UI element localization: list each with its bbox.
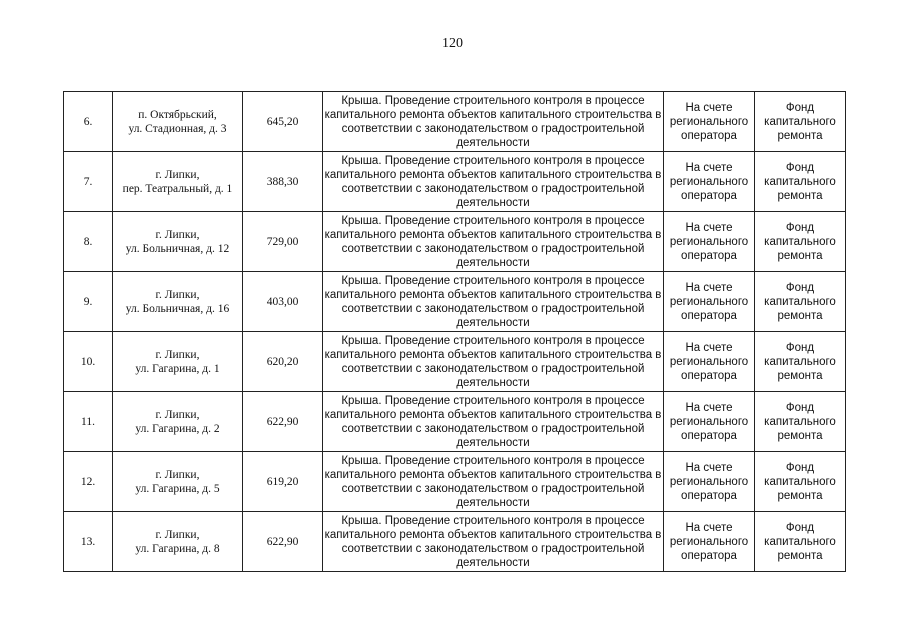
address-street: ул. Гагарина, д. 1 xyxy=(135,362,220,375)
address-cell xyxy=(113,512,243,572)
table-row xyxy=(64,152,846,212)
address-cell xyxy=(113,212,243,272)
funding-source-cell: Фонд капитального ремонта xyxy=(755,452,846,512)
table-row xyxy=(64,512,846,572)
address-street: ул. Гагарина, д. 2 xyxy=(135,422,220,435)
table-row xyxy=(64,212,846,272)
work-description-cell: Крыша. Проведение строительного контроля в процессе капитального ремонта объектов капитального строительства в соответствии с законодательством о градостроительной деятельности xyxy=(323,212,664,272)
table-row xyxy=(64,452,846,512)
address-cell xyxy=(113,92,243,152)
work-description-cell: Крыша. Проведение строительного контроля в процессе капитального ремонта объектов капитального строительства в соответствии с законодательством о градостроительной деятельности xyxy=(323,452,664,512)
funding-source-cell: Фонд капитального ремонта xyxy=(755,92,846,152)
address-cell xyxy=(113,392,243,452)
address-locality: г. Липки, xyxy=(155,528,200,541)
table-row xyxy=(64,272,846,332)
work-description-cell: Крыша. Проведение строительного контроля в процессе капитального ремонта объектов капитального строительства в соответствии с законодательством о градостроительной деятельности xyxy=(323,512,664,572)
address-cell xyxy=(113,452,243,512)
address-locality: г. Липки, xyxy=(155,468,200,481)
account-method-cell: На счете регионального оператора xyxy=(664,152,755,212)
area-cell: 403,00 xyxy=(243,272,323,332)
account-method-cell: На счете регионального оператора xyxy=(664,332,755,392)
row-number-cell: 7. xyxy=(64,152,113,212)
funding-source-cell: Фонд капитального ремонта xyxy=(755,152,846,212)
work-description-cell: Крыша. Проведение строительного контроля в процессе капитального ремонта объектов капитального строительства в соответствии с законодательством о градостроительной деятельности xyxy=(323,392,664,452)
address-street: ул. Больничная, д. 16 xyxy=(125,302,230,315)
funding-source-cell: Фонд капитального ремонта xyxy=(755,332,846,392)
funding-source-cell: Фонд капитального ремонта xyxy=(755,512,846,572)
table-row xyxy=(64,332,846,392)
work-description-cell: Крыша. Проведение строительного контроля в процессе капитального ремонта объектов капитального строительства в соответствии с законодательством о градостроительной деятельности xyxy=(323,152,664,212)
account-method-cell: На счете регионального оператора xyxy=(664,392,755,452)
table-row xyxy=(64,92,846,152)
table-body xyxy=(64,92,846,572)
area-cell: 729,00 xyxy=(243,212,323,272)
account-method-cell: На счете регионального оператора xyxy=(664,452,755,512)
row-number-cell: 11. xyxy=(64,392,113,452)
table-row xyxy=(64,392,846,452)
address-locality: п. Октябрьский, xyxy=(138,108,217,121)
row-number-cell: 10. xyxy=(64,332,113,392)
area-cell: 620,20 xyxy=(243,332,323,392)
funding-source-cell: Фонд капитального ремонта xyxy=(755,212,846,272)
funding-source-cell: Фонд капитального ремонта xyxy=(755,272,846,332)
address-cell xyxy=(113,152,243,212)
row-number-cell: 8. xyxy=(64,212,113,272)
work-description-cell: Крыша. Проведение строительного контроля в процессе капитального ремонта объектов капитального строительства в соответствии с законодательством о градостроительной деятельности xyxy=(323,332,664,392)
area-cell: 622,90 xyxy=(243,392,323,452)
address-locality: г. Липки, xyxy=(155,228,200,241)
page-number: 120 xyxy=(442,36,463,51)
address-locality: г. Липки, xyxy=(155,348,200,361)
repair-works-table xyxy=(63,91,846,572)
area-cell: 619,20 xyxy=(243,452,323,512)
account-method-cell: На счете регионального оператора xyxy=(664,92,755,152)
address-locality: г. Липки, xyxy=(155,408,200,421)
area-cell: 388,30 xyxy=(243,152,323,212)
address-cell xyxy=(113,272,243,332)
row-number-cell: 13. xyxy=(64,512,113,572)
address-locality: г. Липки, xyxy=(155,288,200,301)
address-street: пер. Театральный, д. 1 xyxy=(122,182,233,195)
address-street: ул. Гагарина, д. 8 xyxy=(135,542,220,555)
area-cell: 622,90 xyxy=(243,512,323,572)
row-number-cell: 9. xyxy=(64,272,113,332)
account-method-cell: На счете регионального оператора xyxy=(664,212,755,272)
account-method-cell: На счете регионального оператора xyxy=(664,272,755,332)
address-street: ул. Гагарина, д. 5 xyxy=(135,482,220,495)
work-description-cell: Крыша. Проведение строительного контроля в процессе капитального ремонта объектов капитального строительства в соответствии с законодательством о градостроительной деятельности xyxy=(323,272,664,332)
address-street: ул. Больничная, д. 12 xyxy=(125,242,230,255)
address-street: ул. Стадионная, д. 3 xyxy=(128,122,227,135)
account-method-cell: На счете регионального оператора xyxy=(664,512,755,572)
funding-source-cell: Фонд капитального ремонта xyxy=(755,392,846,452)
address-cell xyxy=(113,332,243,392)
row-number-cell: 6. xyxy=(64,92,113,152)
work-description-cell: Крыша. Проведение строительного контроля в процессе капитального ремонта объектов капитального строительства в соответствии с законодательством о градостроительной деятельности xyxy=(323,92,664,152)
area-cell: 645,20 xyxy=(243,92,323,152)
row-number-cell: 12. xyxy=(64,452,113,512)
address-locality: г. Липки, xyxy=(155,168,200,181)
